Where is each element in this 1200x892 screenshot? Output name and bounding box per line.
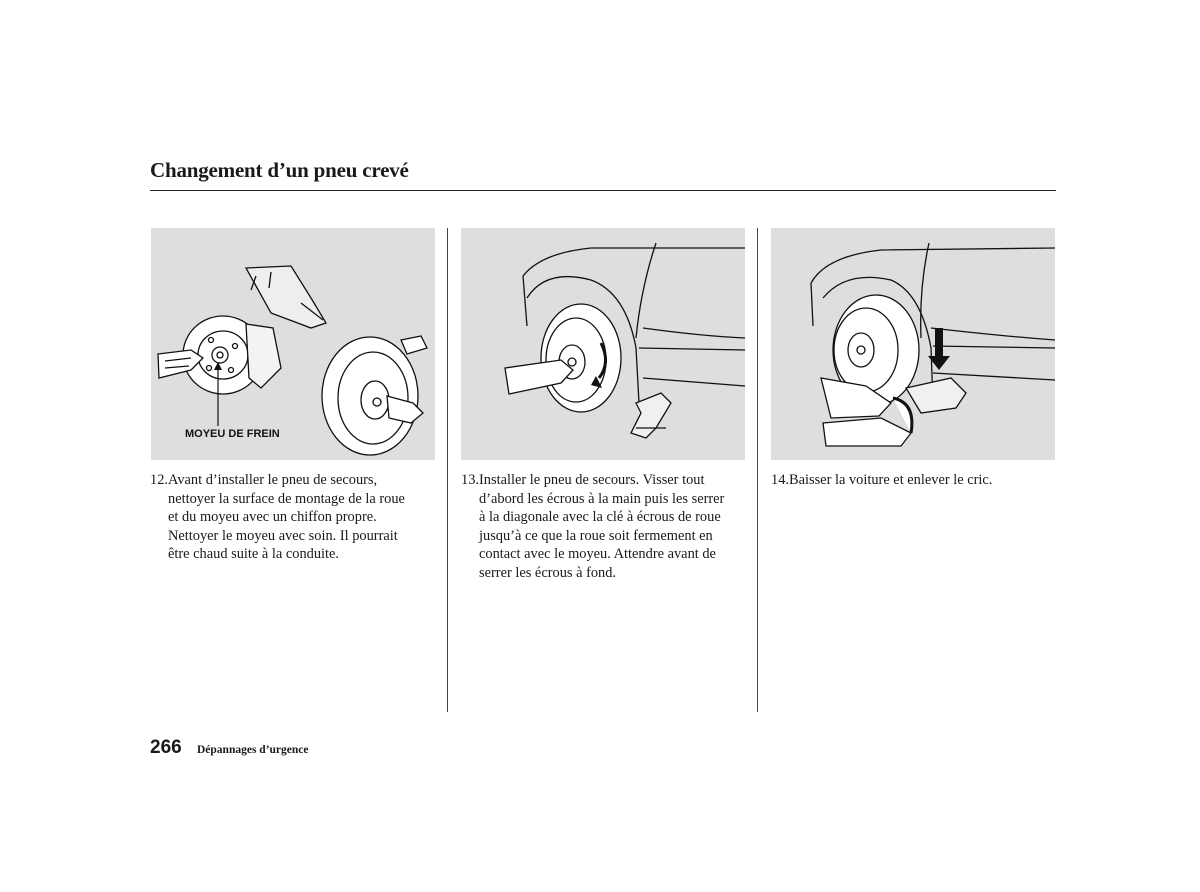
column-divider-1	[447, 228, 448, 712]
step-12-line-5: être chaud suite à la conduite.	[168, 546, 340, 563]
step-12-line-2: nettoyer la surface de montage de la roue	[168, 490, 405, 507]
step-13-line-4: jusqu’à ce que la roue soit fermement en	[479, 527, 713, 544]
step-13-line-2: d’abord les écrous à la main puis les serrer	[479, 490, 725, 507]
figure-install-spare	[461, 228, 745, 460]
step-12-line-1	[150, 471, 436, 490]
step-13-text-1: Installer le pneu de secours. Visser tout	[479, 472, 705, 488]
page-number: 266	[150, 737, 182, 758]
step-14-line-1	[771, 471, 1057, 490]
step-12	[150, 471, 436, 564]
step-14-number: 14.	[771, 472, 789, 488]
install-spare-illustration	[461, 228, 745, 460]
step-13-number: 13.	[461, 472, 479, 488]
column-divider-2	[757, 228, 758, 712]
step-14	[771, 471, 1057, 490]
step-13-line-5: contact avec le moyeu. Attendre avant de	[479, 546, 716, 563]
step-12-text-1: Avant d’installer le pneu de secours,	[168, 472, 378, 488]
page-title: Changement d’un pneu crevé	[150, 158, 409, 182]
title-rule	[150, 190, 1056, 191]
step-13	[461, 471, 747, 583]
step-13-line-3: à la diagonale avec la clé à écrous de roue	[479, 509, 721, 526]
brake-hub-illustration	[151, 228, 435, 460]
step-12-line-3: et du moyeu avec un chiffon propre.	[168, 509, 377, 526]
figure-brake-hub	[151, 228, 435, 460]
lower-car-illustration	[771, 228, 1055, 460]
figure-lower-car	[771, 228, 1055, 460]
step-14-text-1: Baisser la voiture et enlever le cric.	[789, 472, 993, 488]
step-13-line-6: serrer les écrous à fond.	[479, 564, 617, 581]
step-12-number: 12.	[150, 472, 168, 488]
step-13-line-1	[461, 471, 747, 490]
step-12-line-4: Nettoyer le moyeu avec soin. Il pourrait	[168, 527, 398, 544]
brake-hub-label: MOYEU DE FREIN	[185, 428, 280, 440]
section-name: Dépannages d’urgence	[197, 744, 309, 756]
